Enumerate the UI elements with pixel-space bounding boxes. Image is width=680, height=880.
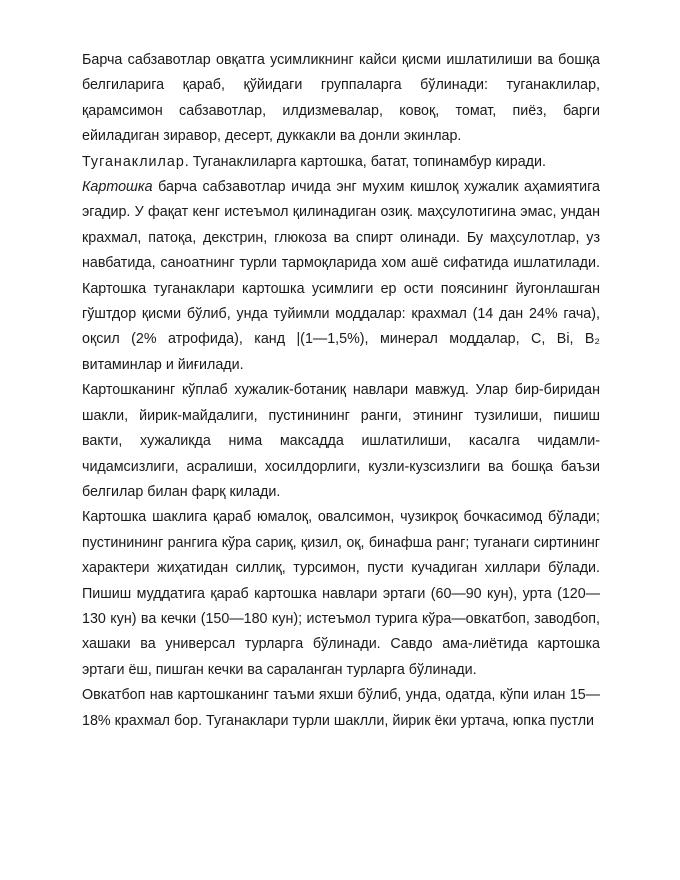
potato-description: барча сабзавотлар ичида энг мухим кишлоқ хужалик аҳамиятига эгадир. У фақат кенг истеъмол қилинадиган озиқ. маҳсулотигина эмас, ундан крахмал, патоқа, декстрин, глюкоза ва спирт олинади. Бу маҳсулотлар, уз навбатида, саноатнинг турли тармоқларида хом ашё сифатида ишлатилади. Картошка туганаклари картошка усимлиги ер ости поясининг йугонлашган гўштдор қисми бўлиб, унда туйимли моддалар: крахмал (14 дан 24% гача), оқсил (2% атрофида), канд |(1—1,5%), минерал моддалар, С, Bi, B₂ витаминлар и йиғилади. (82, 179, 600, 373)
paragraph-potato-varieties: Картошканинг кўплаб хужалик-ботаниқ навлари мавжуд. Улар бир-биридан шакли, йирик-майдалиги, пустинининг ранги, этининг тузилиши, пишиш вакти, хужаликда нима максадда ишлатилиши, касалга чидамли-чидамсизлиги, асралиши, хосилдорлиги, кузли-кузсизлиги ва бошқа баъзи белгилар билан фарқ килади. (82, 382, 600, 500)
tubers-definition: . Туганаклиларга картошка, батат, топинамбур киради. (184, 153, 546, 170)
term-tubers: Туганаклилар (82, 153, 185, 170)
term-potato: Картошка (82, 179, 153, 196)
paragraph-vegetable-groups: Барча сабзавотлар овқатга усимликнинг кайси қисми ишлатилиши ва бошқа белгиларига қараб, қўйидаги группаларга бўлинади: туганаклилар, қарамсимон сабзавотлар, илдизмевалар, ковоқ, томат, пиёз, барги ейиладиган зиравор, десерт, дуккакли ва донли экинлар. (82, 52, 600, 145)
document-page (82, 48, 600, 734)
paragraph-potato-shapes: Картошка шаклига қараб юмалоқ, овалсимон, чузикроқ бочкасимод бўлади; пустинининг рангига кўра сариқ, қизил, оқ, бинафша ранг; туганаги сиртининг характери жиҳатидан силлиқ, турсимон, пусти кучадиган хиллари бўлади. Пишиш муддатига қараб картошка навлари эртаги (60—90 кун), урта (120—130 кун) ва кечки (150—180 кун); истеъмол турига кўра—овкатбоп, заводбоп, хашаки ва универсал турларга бўлинади. Савдо ама-лиётида картошка эртаги ёш, пишган кечки ва сараланган турларга бўлинади. (82, 509, 600, 678)
paragraph-potato (82, 175, 600, 378)
paragraph-table-variety: Овкатбоп нав картошканинг таъми яхши бўлиб, унда, одатда, кўпи илан 15—18% крахмал бор. Туганаклари турли шаклли, йирик ёки уртача, юпка пустли (82, 687, 600, 729)
paragraph-tubers (82, 150, 600, 175)
